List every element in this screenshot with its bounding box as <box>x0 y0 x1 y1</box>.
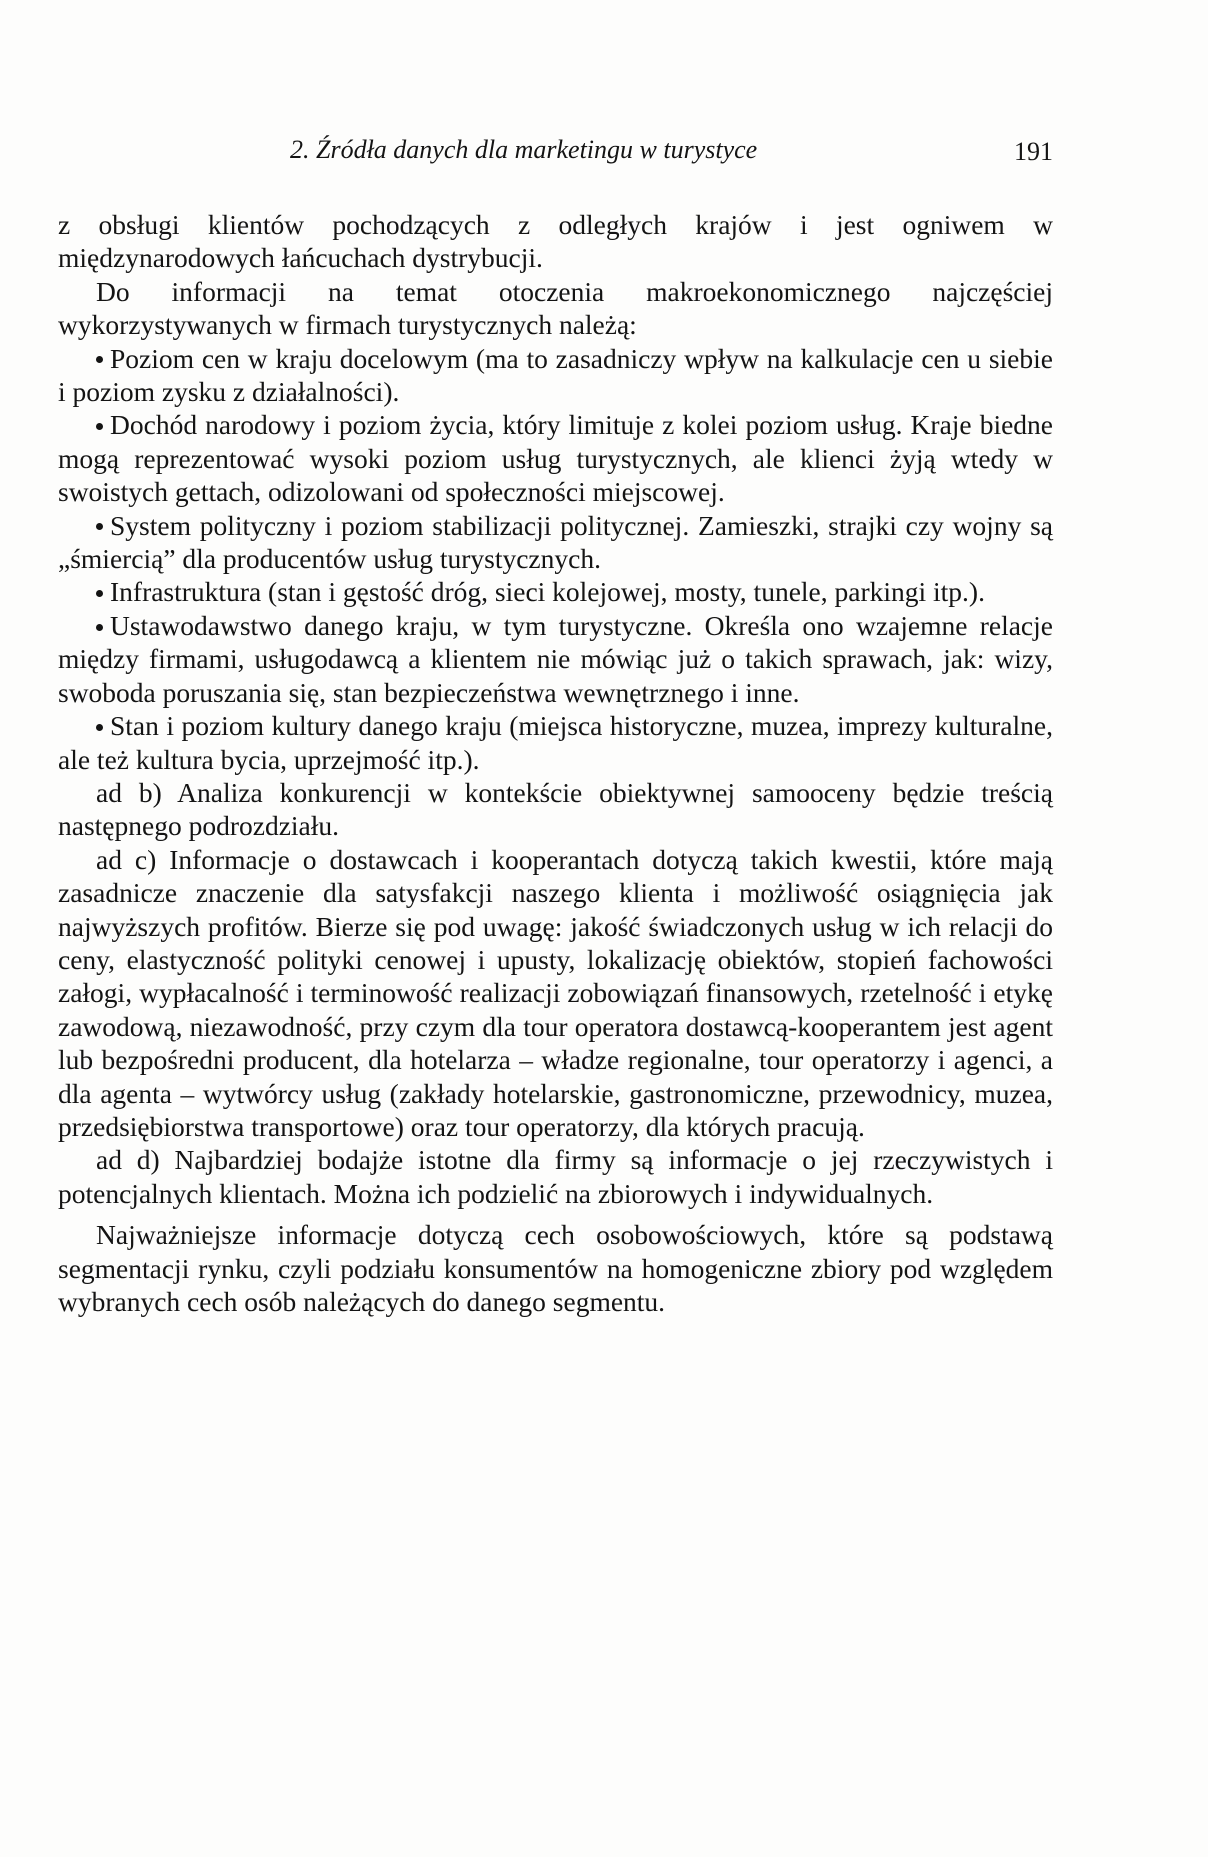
bullet-item <box>58 709 1053 776</box>
bullet-icon <box>96 709 110 742</box>
bullet-text: Poziom cen w kraju docelowym (ma to zasadniczy wpływ na kalkulacje cen u siebie i poziom zysku z działalności). <box>58 342 1053 408</box>
paragraph <box>58 776 1053 843</box>
bullet-text: Ustawodawstwo danego kraju, w tym turystyczne. Określa ono wzajemne relacje między firmami, usługodawcą a klientem nie mówiąc już o takich sprawach, jak: wizy, swoboda poruszania się, stan bezpieczeństwa wewnętrznego i inne. <box>58 609 1053 708</box>
bullet-icon <box>96 575 110 608</box>
paragraph <box>58 843 1053 1144</box>
body-text <box>58 208 1053 1318</box>
bullet-text: Dochód narodowy i poziom życia, który limituje z kolei poziom usług. Kraje biedne mogą reprezentować wysoki poziom usług turystycznych, ale klienci żyją wtedy w swoistych gettach, odizolowani od społeczności miejscowej. <box>58 409 1053 508</box>
bullet-item <box>58 342 1053 409</box>
bullet-item <box>58 609 1053 709</box>
paragraph-text: ad c) Informacje o dostawcach i kooperantach dotyczą takich kwestii, które mają zasadnicze znaczenie dla satysfakcji naszego klienta i możliwość osiągnięcia jak najwyższych profitów. Bierze się pod uwagę: jakość świadczonych usług w ich relacji do ceny, elastyczność polityki cenowej i upusty, lokalizację obiektów, stopień fachowości załogi, wypłacalność i terminowość realizacji zobowiązań finansowych, rzetelność i etykę zawodową, niezawodność, przy czym dla tour operatora dostawcą-kooperantem jest agent lub bezpośredni producent, dla hotelarza – władze regionalne, tour operatorzy i agenci, a dla agenta – wytwórcy usług (zakłady hotelarskie, gastronomiczne, przewodnicy, muzea, przedsiębiorstwa transportowe) oraz tour operatorzy, dla których pracują. <box>58 843 1053 1142</box>
paragraph-continuation <box>58 208 1053 275</box>
paragraph <box>58 1143 1053 1210</box>
bullet-icon <box>96 408 110 441</box>
bullet-icon <box>96 509 110 542</box>
bullet-text: Stan i poziom kultury danego kraju (miejsca historyczne, muzea, imprezy kulturalne, ale też kultura bycia, uprzejmość itp.). <box>58 710 1053 775</box>
bullet-item <box>58 509 1053 576</box>
bullet-icon <box>96 342 110 375</box>
paragraph <box>58 1218 1053 1318</box>
bullet-icon <box>96 609 110 642</box>
paragraph <box>58 275 1053 342</box>
bullet-text: Infrastruktura (stan i gęstość dróg, sieci kolejowej, mosty, tunele, parkingi itp.). <box>110 576 985 608</box>
bullet-text: System polityczny i poziom stabilizacji politycznej. Zamieszki, strajki czy wojny są „śmiercią” dla producentów usług turystycznych. <box>58 509 1053 575</box>
paragraph-text: Do informacji na temat otoczenia makroekonomicznego najczęściej wykorzystywanych w firmach turystycznych należą: <box>58 275 1053 341</box>
running-head <box>58 135 1053 175</box>
page-number: 191 <box>1014 137 1053 166</box>
paragraph-text: ad b) Analiza konkurencji w kontekście obiektywnej samooceny będzie treścią następnego podrozdziału. <box>58 776 1053 842</box>
paragraph-text: Najważniejsze informacje dotyczą cech osobowościowych, które są podstawą segmentacji rynku, czyli podziału konsumentów na homogeniczne zbiory pod względem wybranych cech osób należących do danego segmentu. <box>58 1219 1053 1317</box>
paragraph-text: z obsługi klientów pochodzących z odległych krajów i jest ogniwem w międzynarodowych łańcuchach dystrybucji. <box>58 209 1053 274</box>
bullet-item <box>58 575 1053 608</box>
bullet-item <box>58 408 1053 508</box>
running-title: 2. Źródła danych dla marketingu w turystyce <box>290 135 758 164</box>
paragraph-text: ad d) Najbardziej bodajże istotne dla firmy są informacje o jej rzeczywistych i potencjalnych klientach. Można ich podzielić na zbiorowych i indywidualnych. <box>58 1144 1053 1209</box>
